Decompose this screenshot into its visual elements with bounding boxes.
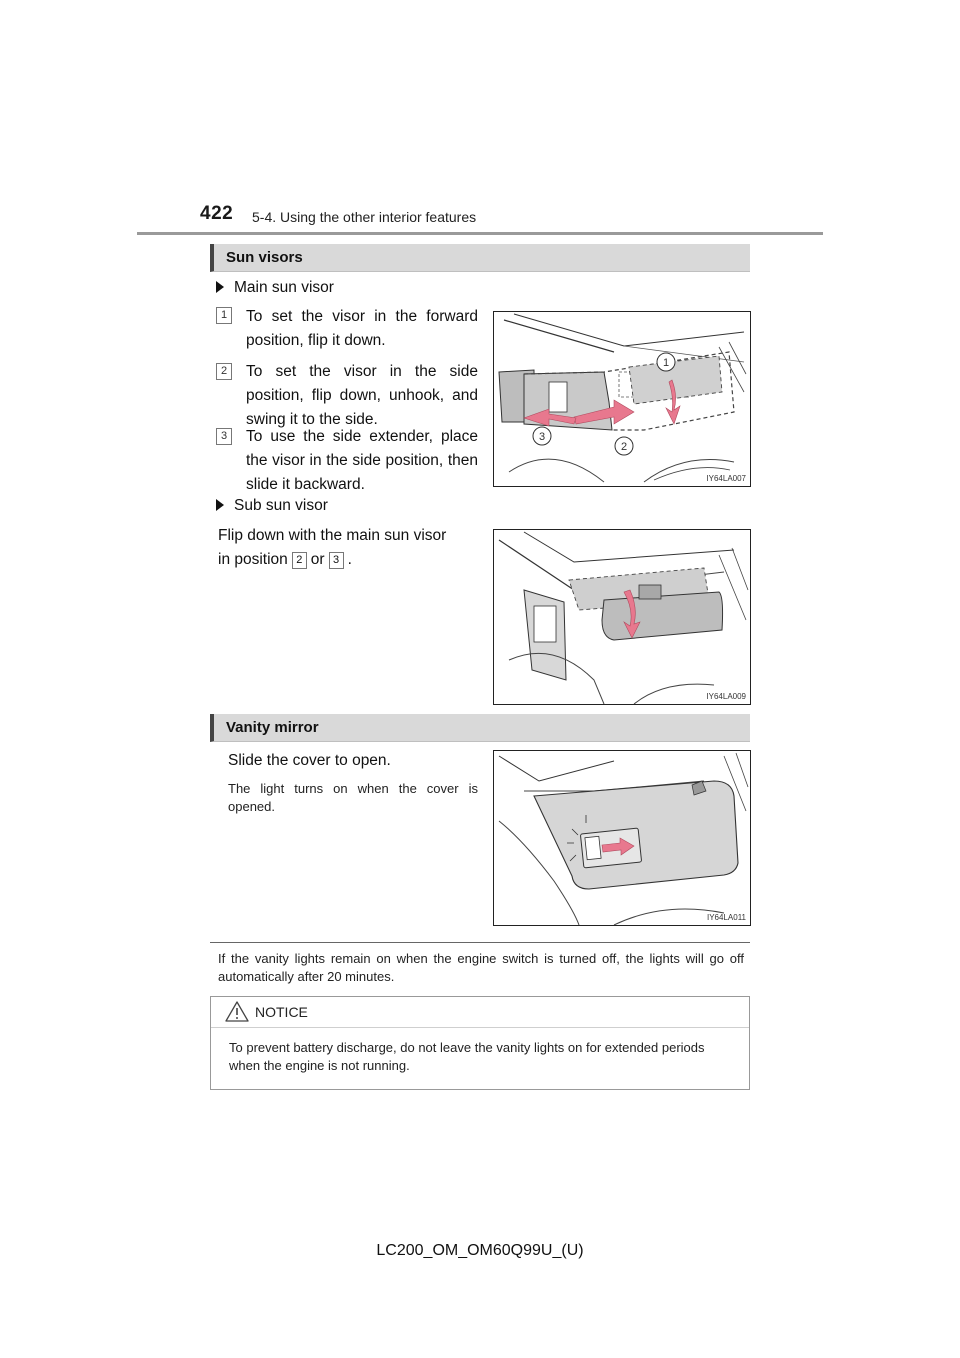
sub-sun-visor-position-text: in position — [218, 551, 288, 568]
page-number: 422 — [200, 203, 234, 224]
sub-sun-visor-label: Sub sun visor — [234, 497, 328, 514]
vanity-mirror-title: Vanity mirror — [226, 719, 319, 736]
main-sun-visor-illustration — [493, 311, 751, 487]
triangle-bullet-icon — [216, 281, 224, 293]
notice-label: NOTICE — [255, 1004, 308, 1020]
note-divider — [210, 942, 750, 943]
vanity-mirror-illustration — [493, 750, 751, 926]
triangle-bullet-icon — [216, 499, 224, 511]
vanity-lights-note: If the vanity lights remain on when the engine switch is turned off, the lights will go off automatically after 20 minutes. — [218, 951, 744, 984]
position-number-2: 2 — [292, 552, 307, 569]
figure-callout-2: 2 — [620, 441, 628, 453]
figure-callout-1: 1 — [662, 357, 670, 369]
warning-triangle-icon — [225, 1001, 249, 1022]
main-sun-visor-subhead — [216, 279, 334, 297]
or-text: or — [310, 551, 325, 568]
step-number-2: 2 — [216, 363, 232, 380]
sub-sun-visor-subhead — [216, 497, 328, 515]
main-sun-visor-label: Main sun visor — [234, 279, 334, 296]
step-text-3: To use the side extender, place the visor in the side position, then slide it backward. — [246, 428, 478, 493]
notice-box — [210, 996, 750, 1090]
vanity-mirror-instruction: Slide the cover to open. — [228, 752, 391, 769]
figure-code: IY64LA009 — [706, 692, 746, 701]
step-text-1: To set the visor in the forward position, flip it down. — [246, 308, 478, 349]
header-divider — [137, 232, 823, 235]
figure-code: IY64LA007 — [706, 474, 746, 483]
figure-code: IY64LA011 — [707, 913, 746, 922]
notice-body: To prevent battery discharge, do not leave the vanity lights on for extended periods when the engine is not running. — [229, 1040, 705, 1073]
step-number-1: 1 — [216, 307, 232, 324]
position-number-3: 3 — [329, 552, 344, 569]
sub-sun-visor-line-1: Flip down with the main sun visor — [218, 527, 447, 544]
step-number-3: 3 — [216, 428, 232, 445]
sub-sun-visor-illustration — [493, 529, 751, 705]
notice-header — [211, 997, 749, 1028]
sub-sun-visor-line-2 — [218, 548, 480, 572]
vanity-mirror-heading — [210, 714, 750, 742]
sun-visors-heading — [210, 244, 750, 272]
period-text: . — [347, 551, 352, 568]
figure-callout-3: 3 — [538, 431, 546, 443]
document-code-footer: LC200_OM_OM60Q99U_(U) — [376, 1242, 584, 1259]
step-text-2: To set the visor in the side position, flip down, unhook, and swing it to the side. — [246, 363, 478, 428]
sun-visors-title: Sun visors — [226, 249, 303, 266]
vanity-mirror-detail: The light turns on when the cover is opened. — [228, 781, 478, 814]
section-breadcrumb: 5-4. Using the other interior features — [252, 209, 477, 225]
sub-sun-visor-text — [218, 524, 480, 572]
